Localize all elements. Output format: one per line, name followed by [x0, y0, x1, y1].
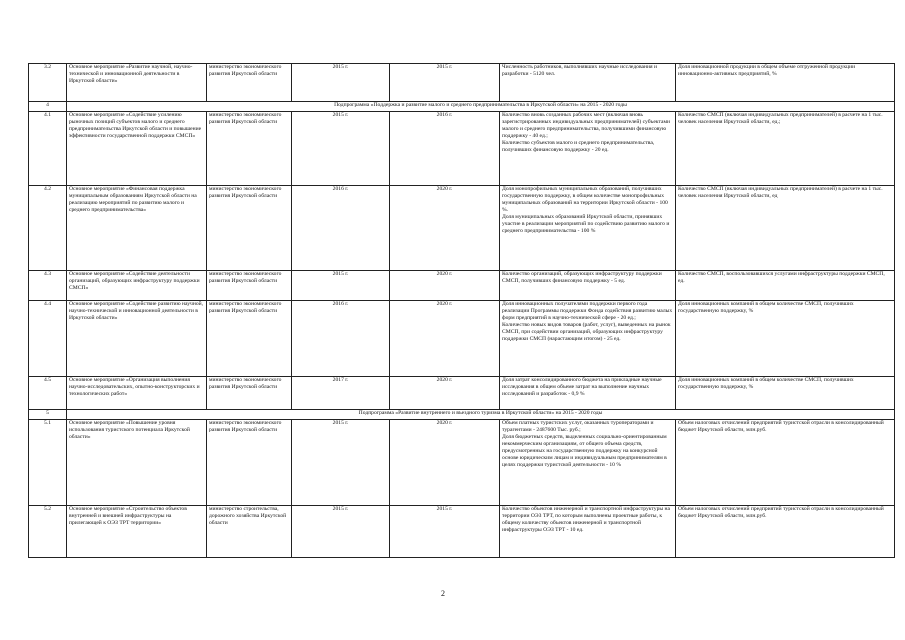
target-indicator: Объем налоговых отчислений предприятий туристской отрасли в консолидированный бюджет Иркутской области, млн.руб.	[676, 420, 895, 506]
target-indicator: Объем налоговых отчислений предприятий туристской отрасли в консолидированный бюджет Иркутской области, млн.руб.	[676, 506, 895, 558]
page-number: 2	[441, 589, 445, 598]
target-indicator: Количество СМСП (включая индивидуальных предпринимателей) в расчете на 1 тыс. человек населения Иркутской области, ед.;	[676, 112, 895, 186]
executor: министерство экономического развития Иркутской области	[207, 186, 292, 271]
row-number: 4.1	[29, 112, 67, 186]
expected-results	[500, 301, 676, 377]
target-indicator: Доля инновационных компаний в общем количестве СМСП, получивших государственную поддержку, %	[676, 301, 895, 377]
row-number: 5.1	[29, 420, 67, 506]
row-number: 3.2	[29, 64, 67, 102]
expected-results	[500, 377, 676, 410]
result-indicator: Доля затрат консолидированного бюджета на прикладные научные исследования в общем объеме затрат на выполнение научных исследований и разработок - 0,9 %	[502, 377, 662, 397]
target-indicator: Количество СМСП, воспользовавшихся услугами инфраструктуры поддержки СМСП, ед.	[676, 271, 895, 301]
row-number: 4.3	[29, 271, 67, 301]
program-table-sheet	[28, 63, 894, 558]
expected-results	[500, 271, 676, 301]
result-indicator: Численность работников, выполнявших научные исследования и разработки - 5120 чел.	[502, 64, 657, 77]
result-indicator: Количество организаций, образующих инфраструктуру поддержки СМСП, получивших финансовую поддержку - 5 ед.	[502, 271, 662, 284]
executor: министерство экономического развития Иркутской области	[207, 420, 292, 506]
row-number: 5	[29, 410, 67, 420]
start-year: 2015 г.	[292, 64, 390, 102]
expected-results	[500, 186, 676, 271]
executor: министерство строительства, дорожного хозяйства Иркутской области	[207, 506, 292, 558]
activity-name: Основное мероприятие «Содействие усилению рыночных позиций субъектов малого и среднего предпринимательства Иркутской области и повышение эффективности государственной поддержки СМСП»	[67, 112, 207, 186]
subprogram-row	[29, 102, 895, 112]
activity-name: Основное мероприятие «Развитие научной, научно-технической и инновационной деятельности в Иркутской области»	[67, 64, 207, 102]
target-indicator: Количество СМСП (включая индивидуальных предпринимателей) в расчете на 1 тыс. человек населения Иркутской области, ед	[676, 186, 895, 271]
program-table	[28, 63, 895, 558]
end-year: 2020 г.	[390, 420, 500, 506]
start-year: 2017 г.	[292, 377, 390, 410]
start-year: 2016 г.	[292, 186, 390, 271]
activity-name: Основное мероприятие «Строительство объектов внутренней и внешней инфраструктуры на прилегающей к ОЭЗ ТРТ территории»	[67, 506, 207, 558]
target-indicator: Доля инновационных компаний в общем количестве СМСП, получивших государственную поддержку, %	[676, 377, 895, 410]
row-number: 5.2	[29, 506, 67, 558]
subprogram-title: Подпрограмма «Развитие внутреннего и въездного туризма в Иркутской области» на 2015 - 2020 годы	[67, 410, 895, 420]
table-row	[29, 64, 895, 102]
row-number: 4.4	[29, 301, 67, 377]
subprogram-row	[29, 410, 895, 420]
start-year: 2016 г.	[292, 301, 390, 377]
activity-name: Основное мероприятие «Содействие развитию научной, научно-технической и инновационной деятельности в Иркутской области»	[67, 301, 207, 377]
start-year: 2015 г.	[292, 420, 390, 506]
table-row	[29, 271, 895, 301]
end-year: 2016 г.	[390, 112, 500, 186]
target-indicator: Доля инновационной продукции в общем объеме отгруженной продукции инновационно-активных предприятий, %	[676, 64, 895, 102]
start-year: 2015 г.	[292, 271, 390, 301]
result-indicator: Объем платных туристских услуг, оказанных туроператорами и турагентами - 2487600 Тыс. руб.;	[502, 420, 654, 433]
executor: министерство экономического развития Иркутской области	[207, 271, 292, 301]
executor: министерство экономического развития Иркутской области	[207, 112, 292, 186]
result-indicator: Количество объектов инженерной и транспортной инфраструктуры на территории ОЭЗ ТРТ, по которым выполнены проектные работы, к общему количеству объектов инженерной и транспортной инфраструктуры ОЭЗ ТРТ - 10 ед.	[502, 506, 671, 533]
end-year: 2020 г.	[390, 186, 500, 271]
expected-results	[500, 64, 676, 102]
row-number: 4.5	[29, 377, 67, 410]
result-indicator: Количество вновь созданных рабочих мест (включая вновь зарегистрированных индивидуальных предпринимателей) субъектами малого и среднего предпринимательства, получившими финансовую поддержку - 40 ед.;	[502, 112, 670, 139]
subprogram-title: Подпрограмма «Поддержка и развитие малого и среднего предпринимательства в Иркутской области» на 2015 - 2020 годы	[67, 102, 895, 112]
result-indicator: Доля инновационных получателями поддержки первого года реализации Программы поддержки Фонда содействия развитию малых форм предприятий в научно-технической сфере - 20 ед.;	[502, 301, 673, 321]
end-year: 2015 г.	[390, 506, 500, 558]
table-row	[29, 301, 895, 377]
row-number: 4.2	[29, 186, 67, 271]
activity-name: Основное мероприятие «Содействие деятельности организаций, образующих инфраструктуру поддержки СМСП»	[67, 271, 207, 301]
result-indicator: Доля муниципальных образований Иркутской области, принявших участие в реализации мероприятий по содействию развитию малого и среднего предпринимательства - 100 %	[502, 213, 670, 234]
table-row	[29, 420, 895, 506]
program-table-body	[29, 64, 895, 558]
executor: министерство экономического развития Иркутской области	[207, 377, 292, 410]
result-indicator: Количество новых видов товаров (работ, услуг), выведенных на рынок СМСП, при содействии организаций, образующих инфраструктуру поддержки СМСП (нарастающим итогом) - 25 ед.	[502, 321, 671, 342]
table-row	[29, 186, 895, 271]
expected-results	[500, 420, 676, 506]
activity-name: Основное мероприятие «Организация выполнения научно-исследовательских, опытно-конструкторских и технологических работ»	[67, 377, 207, 410]
activity-name: Основное мероприятие «Финансовая поддержка муниципальным образованиям Иркутской области на реализацию мероприятий по развитию малого и среднего предпринимательства»	[67, 186, 207, 271]
activity-name: Основное мероприятие «Повышение уровня использования туристского потенциала Иркутской области»	[67, 420, 207, 506]
row-number: 4	[29, 102, 67, 112]
end-year: 2020 г.	[390, 301, 500, 377]
end-year: 2020 г.	[390, 271, 500, 301]
start-year: 2015 г.	[292, 112, 390, 186]
result-indicator: Доля монопрофильных муниципальных образований, получивших государственную поддержку, в общем количестве монопрофильных муниципальных образований на территории Иркутской области - 100 %.	[502, 186, 668, 213]
expected-results	[500, 506, 676, 558]
executor: министерство экономического развития Иркутской области	[207, 301, 292, 377]
end-year: 2020 г.	[390, 377, 500, 410]
end-year: 2015 г.	[390, 64, 500, 102]
table-row	[29, 112, 895, 186]
table-row	[29, 377, 895, 410]
executor: министерство экономического развития Иркутской области	[207, 64, 292, 102]
table-row	[29, 506, 895, 558]
result-indicator: Количество субъектов малого и среднего предпринимательства, получивших финансовую поддержку - 20 ед.	[502, 139, 655, 153]
expected-results	[500, 112, 676, 186]
start-year: 2015 г.	[292, 506, 390, 558]
result-indicator: Доля бюджетных средств, выделенных социально-ориентированным некоммерческим организациям, от общего объема средств, предусмотренных на государственную поддержку на конкурсной основе юридическим лицам и индивидуальным предпринимателям в целях поддержки туристской деятельности - 10 %	[502, 433, 667, 468]
